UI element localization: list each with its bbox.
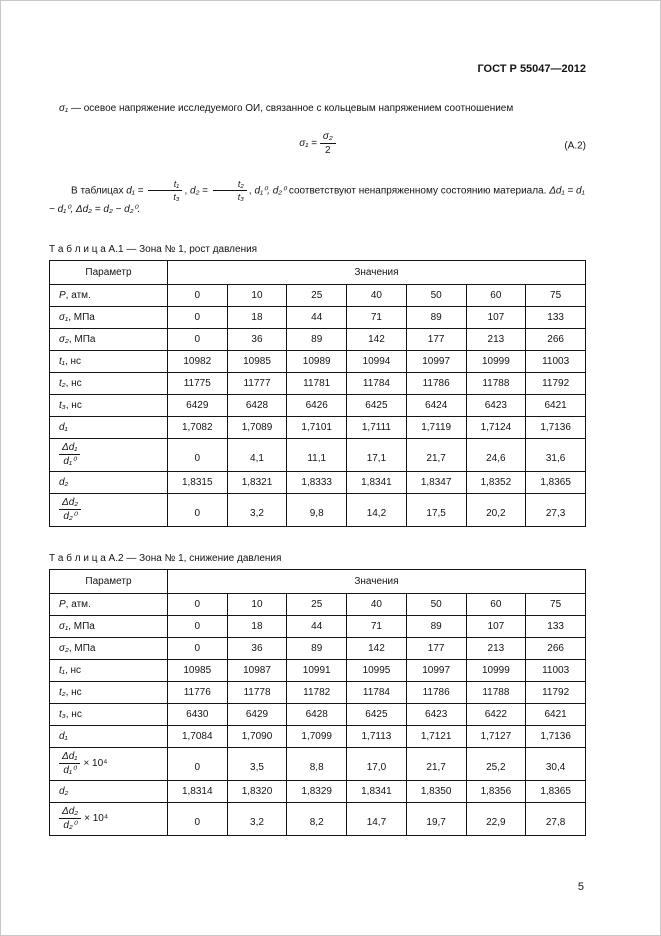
formula-expression — [299, 130, 335, 156]
value-cell: 25,2 — [466, 747, 526, 780]
value-cell: 10 — [227, 284, 287, 306]
table-a2 — [49, 569, 586, 836]
value-cell: 177 — [406, 637, 466, 659]
value-cell: 1,8341 — [347, 471, 407, 493]
parameter-unit: , нс — [65, 399, 82, 411]
value-cell: 1,7101 — [287, 416, 347, 438]
value-cell: 1,8350 — [406, 780, 466, 802]
value-cell: 10982 — [167, 350, 227, 372]
formula-equals: = — [311, 138, 318, 150]
value-cell: 1,7119 — [406, 416, 466, 438]
value-cell: 1,7121 — [406, 725, 466, 747]
table-row — [50, 637, 586, 659]
value-cell: 213 — [466, 637, 526, 659]
parameter-unit: , МПа — [68, 311, 95, 323]
value-cell: 1,8314 — [167, 780, 227, 802]
text-segment: d₂ — [190, 184, 200, 196]
value-cell: 6429 — [167, 394, 227, 416]
parameter-unit: , атм. — [65, 289, 91, 301]
parameter-cell — [50, 703, 168, 725]
parameter-cell — [50, 637, 168, 659]
table-row — [50, 306, 586, 328]
parameter-cell — [50, 802, 168, 835]
fraction: $\frac{\text{Δd₁}}{\text{d₁⁰}}$ — [59, 751, 80, 777]
value-cell: 18 — [227, 306, 287, 328]
parameter-unit: , нс — [65, 377, 82, 389]
value-cell: 17,1 — [347, 438, 407, 471]
value-cell: 10997 — [406, 659, 466, 681]
value-cell: 6422 — [466, 703, 526, 725]
parameter-unit: , нс — [64, 355, 82, 367]
value-cell: 11792 — [526, 681, 586, 703]
value-cell: 133 — [526, 306, 586, 328]
text-segment: — осевое напряжение исследуемого ОИ, связанное с кольцевым напряжением соотношением — [68, 103, 514, 114]
page-number: 5 — [577, 881, 584, 893]
paragraph-sigma-definition — [49, 101, 586, 117]
text-segment: d₁⁰, d₂⁰ — [254, 184, 287, 196]
table-row — [50, 372, 586, 394]
value-cell: 1,8356 — [466, 780, 526, 802]
value-cell: 0 — [167, 593, 227, 615]
value-cell: 50 — [406, 284, 466, 306]
document-number: ГОСТ Р 55047—2012 — [477, 63, 586, 75]
value-cell: 1,8341 — [347, 780, 407, 802]
value-cell: 3,5 — [227, 747, 287, 780]
parameter-unit: , нс — [65, 708, 82, 720]
value-cell: 31,6 — [526, 438, 586, 471]
value-cell: 142 — [347, 328, 407, 350]
table-row — [50, 681, 586, 703]
value-cell: 0 — [167, 284, 227, 306]
value-cell: 36 — [227, 637, 287, 659]
parameter-symbol: t₁ — [59, 664, 65, 676]
parameter-symbol: t₂ — [59, 686, 66, 698]
value-cell: 11786 — [406, 372, 466, 394]
value-cell: 1,7090 — [227, 725, 287, 747]
value-cell: 6430 — [167, 703, 227, 725]
table-row — [50, 703, 586, 725]
parameter-symbol: σ₂ — [59, 642, 69, 654]
value-cell: 1,8365 — [526, 780, 586, 802]
value-cell: 107 — [466, 615, 526, 637]
value-cell: 27,8 — [526, 802, 586, 835]
parameter-symbol: d₁ — [59, 730, 68, 742]
table-row — [50, 593, 586, 615]
value-cell: 20,2 — [466, 493, 526, 526]
table-row — [50, 780, 586, 802]
value-cell: 266 — [526, 328, 586, 350]
value-cell: 89 — [287, 328, 347, 350]
parameter-symbol: d₁ — [59, 421, 68, 433]
fraction: $\frac{\text{Δd₁}}{\text{d₁⁰}}$ — [59, 442, 80, 468]
header-parameter: Параметр — [50, 260, 168, 284]
formula-fraction — [320, 131, 336, 157]
table-row — [50, 615, 586, 637]
parameter-cell — [50, 780, 168, 802]
value-cell: 11792 — [526, 372, 586, 394]
parameter-cell — [50, 416, 168, 438]
value-cell: 6426 — [287, 394, 347, 416]
parameter-cell — [50, 372, 168, 394]
value-cell: 0 — [167, 802, 227, 835]
value-cell: 24,6 — [466, 438, 526, 471]
value-cell: 21,7 — [406, 747, 466, 780]
parameter-unit: , атм. — [65, 598, 91, 610]
value-cell: 10995 — [347, 659, 407, 681]
parameter-cell — [50, 681, 168, 703]
text-segment: = — [134, 184, 147, 196]
value-cell: 19,7 — [406, 802, 466, 835]
value-cell: 11784 — [347, 681, 407, 703]
value-cell: 11784 — [347, 372, 407, 394]
value-cell: 1,8365 — [526, 471, 586, 493]
value-cell: 1,8352 — [466, 471, 526, 493]
value-cell: 10987 — [227, 659, 287, 681]
parameter-cell — [50, 593, 168, 615]
header-values: Значения — [167, 569, 585, 593]
value-cell: 18 — [227, 615, 287, 637]
parameter-symbol: d₂ — [59, 785, 69, 797]
value-cell: 17,5 — [406, 493, 466, 526]
formula-numerator: σ₂ — [320, 131, 336, 145]
value-cell: 6428 — [227, 394, 287, 416]
value-cell: 27,3 — [526, 493, 586, 526]
value-cell: 11003 — [526, 350, 586, 372]
value-cell: 14,2 — [347, 493, 407, 526]
table-a2-block — [49, 553, 586, 836]
text-segment: = — [199, 184, 211, 196]
value-cell: 10 — [227, 593, 287, 615]
formula-lhs: σ₁ — [299, 138, 309, 150]
multiplier-suffix: × 10⁴ — [83, 758, 108, 770]
value-cell: 1,7099 — [287, 725, 347, 747]
value-cell: 6423 — [466, 394, 526, 416]
value-cell: 213 — [466, 328, 526, 350]
parameter-unit: , нс — [65, 686, 82, 698]
value-cell: 11778 — [227, 681, 287, 703]
value-cell: 50 — [406, 593, 466, 615]
value-cell: 11786 — [406, 681, 466, 703]
fraction: $\frac{\text{Δd₂}}{\text{d₂⁰}}$ — [59, 806, 81, 832]
parameter-cell — [50, 438, 168, 471]
value-cell: 36 — [227, 328, 287, 350]
parameter-unit: , МПа — [68, 620, 95, 632]
value-cell: 133 — [526, 615, 586, 637]
value-cell: 6423 — [406, 703, 466, 725]
fraction: $\frac{\text{t₁}}{\text{t₃}}$ — [148, 179, 182, 203]
parameter-cell — [50, 471, 168, 493]
value-cell: 17,0 — [347, 747, 407, 780]
table-row — [50, 438, 586, 471]
value-cell: 71 — [347, 306, 407, 328]
parameter-cell — [50, 747, 168, 780]
parameter-unit: , нс — [64, 664, 82, 676]
table-row — [50, 493, 586, 526]
value-cell: 11776 — [167, 681, 227, 703]
parameter-symbol: t₂ — [59, 377, 66, 389]
value-cell: 60 — [466, 284, 526, 306]
value-cell: 177 — [406, 328, 466, 350]
value-cell: 21,7 — [406, 438, 466, 471]
value-cell: 1,7124 — [466, 416, 526, 438]
table-a2-body — [50, 593, 586, 835]
value-cell: 10989 — [287, 350, 347, 372]
value-cell: 75 — [526, 593, 586, 615]
value-cell: 266 — [526, 637, 586, 659]
formula-a2 — [49, 131, 586, 161]
parameter-symbol: t₃ — [59, 399, 66, 411]
fraction: $\frac{\text{t₂}}{\text{t₃}}$ — [213, 179, 247, 203]
value-cell: 11003 — [526, 659, 586, 681]
value-cell: 10991 — [287, 659, 347, 681]
value-cell: 1,7136 — [526, 416, 586, 438]
parameter-symbol: t₁ — [59, 355, 65, 367]
formula-denominator: 2 — [325, 145, 331, 156]
table-row — [50, 350, 586, 372]
text-segment: σ₁ — [59, 103, 69, 114]
parameter-symbol: P — [59, 598, 66, 610]
value-cell: 11788 — [466, 372, 526, 394]
value-cell: 6421 — [526, 703, 586, 725]
value-cell: 1,8347 — [406, 471, 466, 493]
parameter-cell — [50, 615, 168, 637]
value-cell: 1,8315 — [167, 471, 227, 493]
value-cell: 0 — [167, 637, 227, 659]
parameter-cell — [50, 493, 168, 526]
value-cell: 10997 — [406, 350, 466, 372]
value-cell: 10985 — [227, 350, 287, 372]
value-cell: 1,7127 — [466, 725, 526, 747]
value-cell: 10985 — [167, 659, 227, 681]
value-cell: 30,4 — [526, 747, 586, 780]
value-cell: 44 — [287, 306, 347, 328]
table-row — [50, 328, 586, 350]
value-cell: 44 — [287, 615, 347, 637]
formula-number: (А.2) — [564, 140, 586, 151]
parameter-unit: , МПа — [68, 333, 96, 345]
value-cell: 107 — [466, 306, 526, 328]
value-cell: 1,8333 — [287, 471, 347, 493]
table-a1-block — [49, 244, 586, 527]
value-cell: 8,2 — [287, 802, 347, 835]
fraction: $\frac{\text{Δd₂}}{\text{d₂⁰}}$ — [59, 497, 81, 523]
table-header-row — [50, 260, 586, 284]
table-row — [50, 471, 586, 493]
parameter-symbol: d₂ — [59, 476, 69, 488]
value-cell: 6425 — [347, 394, 407, 416]
value-cell: 0 — [167, 328, 227, 350]
text-segment: соответствуют ненапряженному состоянию материала. — [286, 184, 550, 196]
header-parameter: Параметр — [50, 569, 168, 593]
value-cell: 60 — [466, 593, 526, 615]
table-row — [50, 284, 586, 306]
value-cell: 1,7136 — [526, 725, 586, 747]
value-cell: 0 — [167, 438, 227, 471]
value-cell: 1,7113 — [347, 725, 407, 747]
multiplier-suffix: × 10⁴ — [84, 813, 109, 825]
parameter-symbol: σ₂ — [59, 333, 69, 345]
value-cell: 71 — [347, 615, 407, 637]
value-cell: 6421 — [526, 394, 586, 416]
value-cell: 9,8 — [287, 493, 347, 526]
value-cell: 22,9 — [466, 802, 526, 835]
table-header-row — [50, 569, 586, 593]
value-cell: 89 — [406, 615, 466, 637]
value-cell: 6428 — [287, 703, 347, 725]
value-cell: 11788 — [466, 681, 526, 703]
table-a1-caption: Т а б л и ц а А.1 — Зона № 1, рост давления — [49, 243, 258, 255]
paragraph-tables-note — [49, 179, 586, 218]
value-cell: 25 — [287, 284, 347, 306]
value-cell: 40 — [347, 593, 407, 615]
value-cell: 11,1 — [287, 438, 347, 471]
value-cell: 11781 — [287, 372, 347, 394]
value-cell: 75 — [526, 284, 586, 306]
value-cell: 3,2 — [227, 802, 287, 835]
value-cell: 14,7 — [347, 802, 407, 835]
text-segment: d₁ — [126, 184, 135, 196]
value-cell: 11777 — [227, 372, 287, 394]
value-cell: 1,7084 — [167, 725, 227, 747]
value-cell: 89 — [287, 637, 347, 659]
value-cell: 1,7089 — [227, 416, 287, 438]
header-values: Значения — [167, 260, 585, 284]
table-a1 — [49, 260, 586, 527]
parameter-symbol: t₃ — [59, 708, 66, 720]
value-cell: 0 — [167, 306, 227, 328]
value-cell: 4,1 — [227, 438, 287, 471]
value-cell: 0 — [167, 615, 227, 637]
value-cell: 1,8329 — [287, 780, 347, 802]
text-segment: , — [248, 184, 255, 196]
value-cell: 6424 — [406, 394, 466, 416]
value-cell: 11775 — [167, 372, 227, 394]
value-cell: 1,7111 — [347, 416, 407, 438]
parameter-symbol: P — [59, 289, 66, 301]
value-cell: 10994 — [347, 350, 407, 372]
parameter-symbol: σ₁ — [59, 620, 69, 632]
parameter-cell — [50, 284, 168, 306]
parameter-symbol: σ₁ — [59, 311, 69, 323]
table-a1-body — [50, 284, 586, 526]
value-cell: 1,8321 — [227, 471, 287, 493]
parameter-cell — [50, 350, 168, 372]
value-cell: 3,2 — [227, 493, 287, 526]
value-cell: 1,8320 — [227, 780, 287, 802]
value-cell: 1,7082 — [167, 416, 227, 438]
value-cell: 6429 — [227, 703, 287, 725]
parameter-cell — [50, 659, 168, 681]
value-cell: 142 — [347, 637, 407, 659]
table-row — [50, 747, 586, 780]
text-segment: Δd₁ = d₁ − d₁⁰, Δd₂ = d₂ − d₂⁰. — [49, 184, 585, 216]
text-segment: , — [184, 184, 191, 196]
table-row — [50, 416, 586, 438]
parameter-unit: , МПа — [68, 642, 96, 654]
value-cell: 40 — [347, 284, 407, 306]
parameter-cell — [50, 725, 168, 747]
value-cell: 0 — [167, 493, 227, 526]
parameter-cell — [50, 394, 168, 416]
table-row — [50, 802, 586, 835]
value-cell: 10999 — [466, 350, 526, 372]
table-row — [50, 659, 586, 681]
value-cell: 25 — [287, 593, 347, 615]
value-cell: 10999 — [466, 659, 526, 681]
value-cell: 8,8 — [287, 747, 347, 780]
table-a2-caption: Т а б л и ц а А.2 — Зона № 1, снижение давления — [49, 552, 282, 564]
table-row — [50, 725, 586, 747]
parameter-cell — [50, 306, 168, 328]
value-cell: 89 — [406, 306, 466, 328]
table-row — [50, 394, 586, 416]
text-segment: В таблицах — [71, 184, 127, 196]
value-cell: 11782 — [287, 681, 347, 703]
value-cell: 0 — [167, 747, 227, 780]
parameter-cell — [50, 328, 168, 350]
value-cell: 6425 — [347, 703, 407, 725]
